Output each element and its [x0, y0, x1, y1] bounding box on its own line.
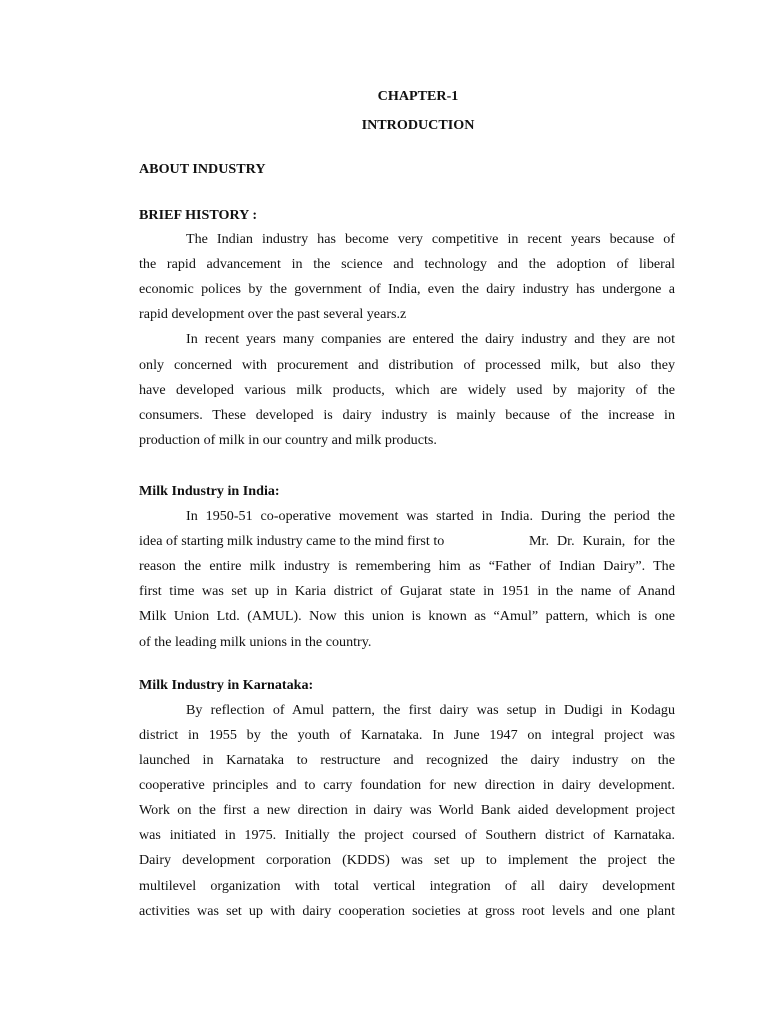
- milk-industry-karnataka-heading: Milk Industry in Karnataka:: [139, 677, 314, 693]
- brief-history-heading: BRIEF HISTORY :: [139, 207, 258, 223]
- about-industry-heading: ABOUT INDUSTRY: [139, 161, 266, 177]
- paragraph-line: multilevel organization with total vertical integration of all dairy development: [139, 878, 675, 894]
- paragraph-line: In 1950-51 co-operative movement was started in India. During the period the: [186, 508, 675, 524]
- paragraph-line: consumers. These developed is dairy industry is mainly because of the increase in: [139, 407, 675, 423]
- paragraph-line: first time was set up in Karia district of Gujarat state in 1951 in the name of Anand: [139, 583, 675, 599]
- chapter-title: INTRODUCTION: [361, 117, 475, 133]
- paragraph-line: only concerned with procurement and distribution of processed milk, but also they: [139, 357, 675, 373]
- paragraph-line: the rapid advancement in the science and technology and the adoption of liberal: [139, 256, 675, 272]
- paragraph-line: have developed various milk products, which are widely used by majority of the: [139, 382, 675, 398]
- paragraph-line: Work on the first a new direction in dairy was World Bank aided development project: [139, 802, 675, 818]
- paragraph-line: The Indian industry has become very competitive in recent years because of: [186, 231, 675, 247]
- paragraph-line: In recent years many companies are entered the dairy industry and they are not: [186, 331, 675, 347]
- paragraph-line: economic polices by the government of India, even the dairy industry has undergone a: [139, 281, 675, 297]
- paragraph-line: By reflection of Amul pattern, the first dairy was setup in Dudigi in Kodagu: [186, 702, 675, 718]
- paragraph-line: Milk Union Ltd. (AMUL). Now this union is known as “Amul” pattern, which is one: [139, 608, 675, 624]
- chapter-number: CHAPTER-1: [377, 88, 459, 104]
- paragraph-line: was initiated in 1975. Initially the project coursed of Southern district of Karnataka.: [139, 827, 675, 843]
- paragraph-line: idea of starting milk industry came to the mind first to: [139, 533, 445, 549]
- paragraph-line: Mr. Dr. Kurain, for the: [529, 533, 675, 549]
- paragraph-line: district in 1955 by the youth of Karnataka. In June 1947 on integral project was: [139, 727, 675, 743]
- paragraph-line: reason the entire milk industry is remembering him as “Father of Indian Dairy”. The: [139, 558, 675, 574]
- paragraph-line: cooperative principles and to carry foundation for new direction in dairy development.: [139, 777, 675, 793]
- paragraph-line: production of milk in our country and milk products.: [139, 432, 437, 448]
- paragraph-line: launched in Karnataka to restructure and recognized the dairy industry on the: [139, 752, 675, 768]
- milk-industry-india-heading: Milk Industry in India:: [139, 483, 280, 499]
- paragraph-line: of the leading milk unions in the country.: [139, 634, 372, 650]
- paragraph-line: rapid development over the past several years.z: [139, 306, 407, 322]
- paragraph-line: Dairy development corporation (KDDS) was set up to implement the project the: [139, 852, 675, 868]
- paragraph-line: activities was set up with dairy cooperation societies at gross root levels and one plant: [139, 903, 675, 919]
